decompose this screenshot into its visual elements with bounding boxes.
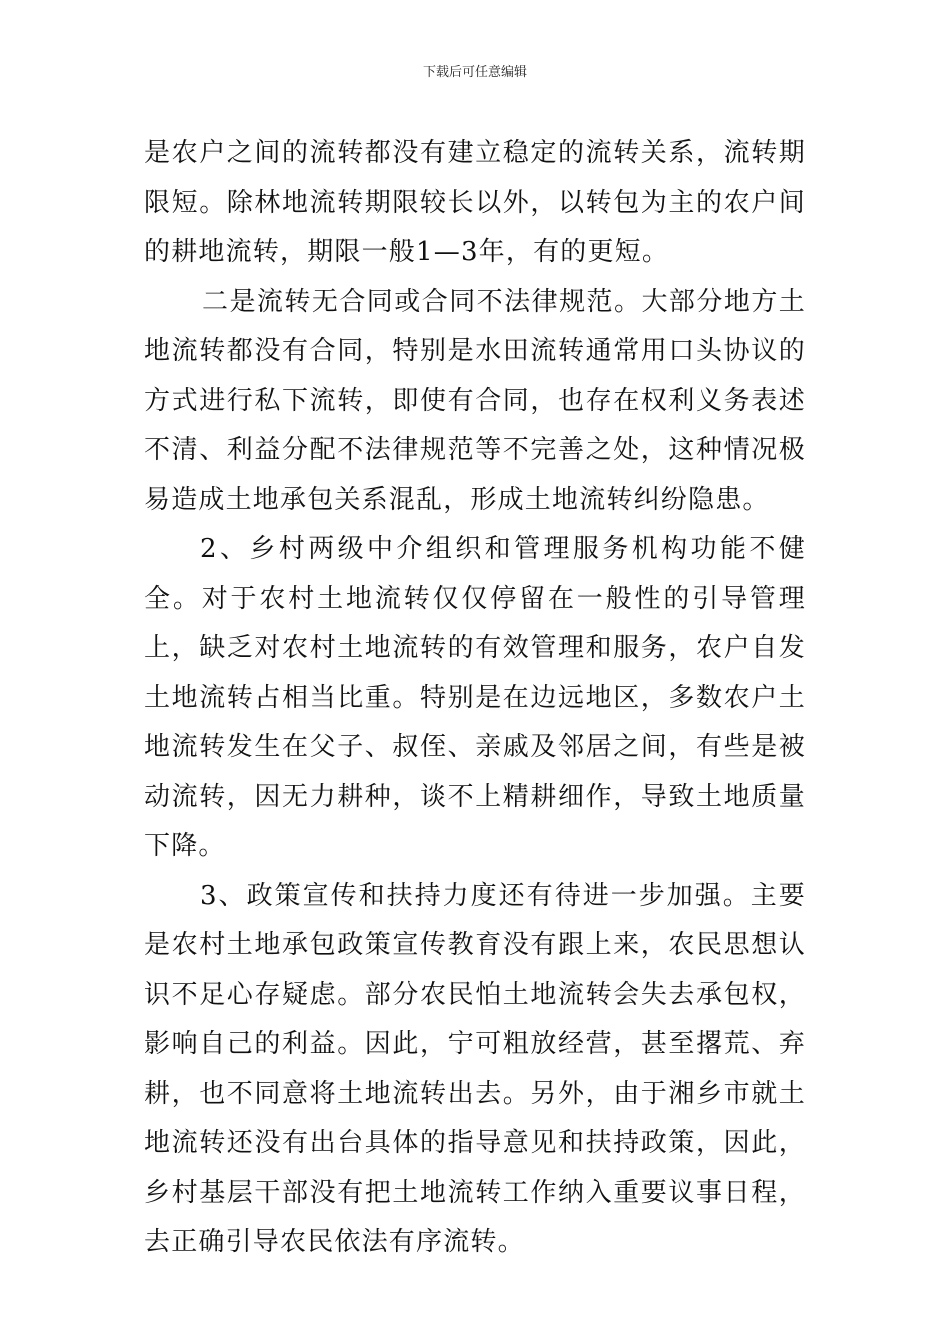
paragraph-service-organizations: 2、乡村两级中介组织和管理服务机构功能不健全。对于农村土地流转仅仅停留在一般性的引导管理上，缺乏对农村土地流转的有效管理和服务，农户自发土地流转占相当比重。特别是在边远地区，多数农户土地流转发生在父子、叔侄、亲戚及邻居之间，有些是被动流转，因无力耕种，谈不上精耕细作，导致土地质量下降。 xyxy=(144,534,806,861)
document-body xyxy=(144,129,806,1268)
paragraph-contract-issue: 二是流转无合同或合同不法律规范。大部分地方土地流转都没有合同，特别是水田流转通常用口头协议的方式进行私下流转，即使有合同，也存在权利义务表述不清、利益分配不法律规范等不完善之处，这种情况极易造成土地承包关系混乱，形成土地流转纠纷隐患。 xyxy=(144,286,806,515)
page-header: 下载后可任意编辑 xyxy=(422,65,527,80)
paragraph-policy-support: 3、政策宣传和扶持力度还有待进一步加强。主要是农村土地承包政策宣传教育没有跟上来，农民思想认识不足心存疑虑。部分农民怕土地流转会失去承包权，影响自己的利益。因此，宁可粗放经营，甚至撂荒、弃耕，也不同意将土地流转出去。另外，由于湘乡市就土地流转还没有出台具体的指导意见和扶持政策，因此，乡村基层干部没有把土地流转工作纳入重要议事日程，去正确引导农民依法有序流转。 xyxy=(144,880,806,1257)
paragraph-continuation: 是农户之间的流转都没有建立稳定的流转关系，流转期限短。除林地流转期限较长以外，以转包为主的农户间的耕地流转，期限一般1—3年，有的更短。 xyxy=(144,138,806,267)
